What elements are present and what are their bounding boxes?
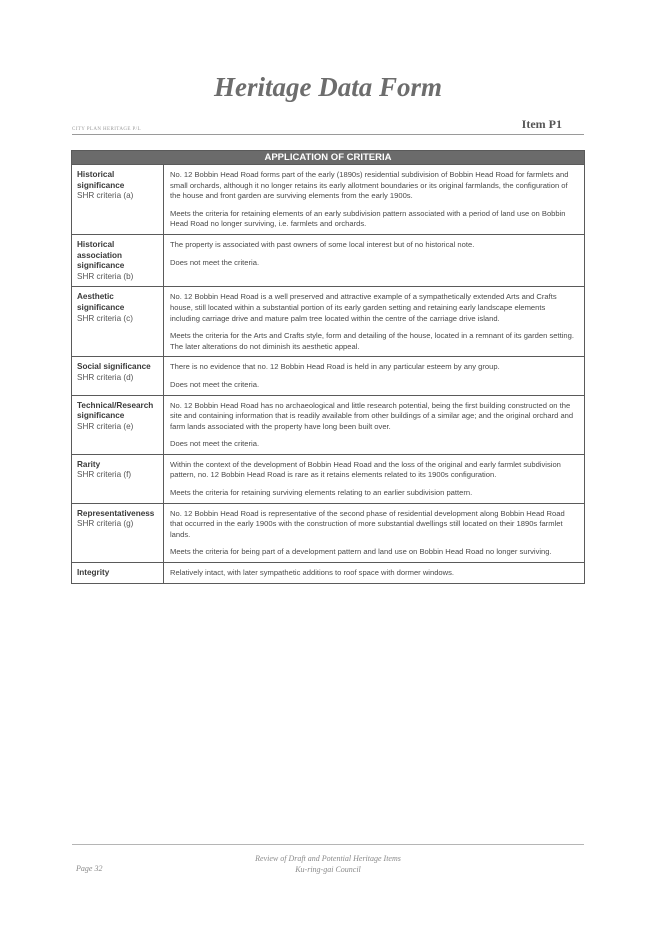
criteria-name-line: significance	[77, 261, 125, 271]
page-number: Page 32	[76, 864, 103, 873]
assessment-paragraph: Relatively intact, with later sympathetic additions to roof space with dormer windows.	[170, 568, 455, 578]
shr-criteria-ref: SHR criteria (c)	[77, 313, 133, 323]
criteria-name-line: significance	[77, 411, 125, 421]
criteria-assessment	[164, 165, 584, 234]
item-number: Item P1	[521, 117, 562, 131]
criteria-row	[72, 164, 584, 234]
assessment-paragraph: Meets the criteria for the Arts and Crafts style, form and detailing of the house, located in a remnant of its garden setting. The later alterations do not diminish its aesthetic appeal.	[170, 331, 574, 351]
assessment-paragraph: Meets the criteria for retaining surviving elements relating to an earlier subdivision pattern.	[170, 488, 473, 498]
criteria-table	[71, 150, 585, 584]
header-divider	[72, 134, 584, 135]
criteria-assessment	[164, 455, 584, 503]
firm-name: CITY PLAN HERITAGE P/L	[72, 127, 141, 132]
assessment-paragraph: There is no evidence that no. 12 Bobbin Head Road is held in any particular esteem by any group.	[170, 362, 500, 372]
criteria-label	[72, 455, 164, 503]
criteria-assessment	[164, 235, 584, 286]
table-heading: APPLICATION OF CRITERIA	[72, 151, 584, 164]
assessment-paragraph: Does not meet the criteria.	[170, 257, 260, 267]
assessment-paragraph: Meets the criteria for being part of a development pattern and land use on Bobbin Head Road no longer surviving.	[170, 547, 552, 557]
criteria-row	[72, 395, 584, 454]
criteria-row	[72, 286, 584, 356]
criteria-label	[72, 504, 164, 562]
criteria-name-line: Historical	[77, 170, 115, 179]
shr-criteria-ref: SHR criteria (e)	[77, 421, 134, 431]
footer-report-title: Review of Draft and Potential Heritage Items	[255, 854, 401, 863]
criteria-label	[72, 235, 164, 286]
criteria-name-line: Integrity	[77, 568, 110, 578]
criteria-assessment	[164, 287, 584, 356]
criteria-name-line: Historical	[77, 239, 115, 249]
criteria-row	[72, 503, 584, 562]
page-title: Heritage Data Form	[214, 72, 442, 102]
assessment-paragraph: No. 12 Bobbin Head Road forms part of the early (1890s) residential subdivision of Bobbin Head Road for farmlets and small orchards, although it no longer retains its early allotment boundaries or its original farmlands, the configuration of the house and front garden are surviving elements from the early 1900s.	[170, 170, 569, 201]
criteria-label	[72, 563, 164, 583]
criteria-name-line: Rarity	[77, 459, 101, 469]
criteria-name-line: Technical/Research	[77, 400, 154, 410]
criteria-name-line: Aesthetic	[77, 292, 114, 302]
criteria-row	[72, 234, 584, 286]
criteria-name-line: significance	[77, 302, 125, 312]
criteria-label	[72, 165, 164, 234]
criteria-label	[72, 396, 164, 454]
criteria-row	[72, 356, 584, 394]
shr-criteria-ref: SHR criteria (d)	[77, 372, 134, 382]
assessment-paragraph: Within the context of the development of Bobbin Head Road and the loss of the original and early farmlet subdivision pattern, no. 12 Bobbin Head Road is rare as it retains elements related to its 1900s configuration.	[170, 459, 561, 480]
footer-council: Ku-ring-gai Council	[295, 865, 361, 874]
criteria-label	[72, 287, 164, 356]
shr-criteria-ref: SHR criteria (g)	[77, 519, 134, 529]
criteria-name-line: Representativeness	[77, 508, 155, 518]
assessment-paragraph: No. 12 Bobbin Head Road is a well preserved and attractive example of a sympathetically extended Arts and Crafts house, still located within a substantial portion of its early garden setting and retaining early landscape elements including carriage drive and mature palm tree located within the centre of the carriage drive island.	[170, 292, 557, 323]
criteria-name-line: association	[77, 250, 123, 260]
shr-criteria-ref: SHR criteria (f)	[77, 470, 132, 480]
assessment-paragraph: Meets the criteria for retaining elements of an early subdivision pattern associated with a period of land use on Bobbin Head Road no longer surviving, i.e. farmlets and orchards.	[170, 208, 566, 229]
criteria-assessment	[164, 504, 584, 562]
assessment-paragraph: The property is associated with past owners of some local interest but of no historical note.	[170, 239, 475, 249]
shr-criteria-ref: SHR criteria (a)	[77, 191, 134, 201]
criteria-name-line: significance	[77, 180, 125, 190]
criteria-name-line: Social significance	[77, 362, 151, 372]
assessment-paragraph: Does not meet the criteria.	[170, 439, 260, 449]
footer-divider	[72, 844, 584, 845]
criteria-row	[72, 454, 584, 503]
criteria-assessment	[164, 357, 584, 394]
assessment-paragraph: Does not meet the criteria.	[170, 379, 260, 389]
criteria-label	[72, 357, 164, 394]
assessment-paragraph: No. 12 Bobbin Head Road has no archaeological and little research potential, being the first building constructed on the site and containing information that is readily available from other buildings of a similar age; and the original orchard and farm lands associated with the property have long been built over.	[170, 400, 574, 431]
criteria-assessment	[164, 563, 584, 583]
criteria-rows	[72, 164, 584, 583]
criteria-row	[72, 562, 584, 583]
criteria-assessment	[164, 396, 584, 454]
shr-criteria-ref: SHR criteria (b)	[77, 271, 134, 281]
assessment-paragraph: No. 12 Bobbin Head Road is representative of the second phase of residential development along Bobbin Head Road that occurred in the early 1900s with the construction of more substantial dwellings still located on their 1890s farmlet lands.	[170, 508, 565, 539]
